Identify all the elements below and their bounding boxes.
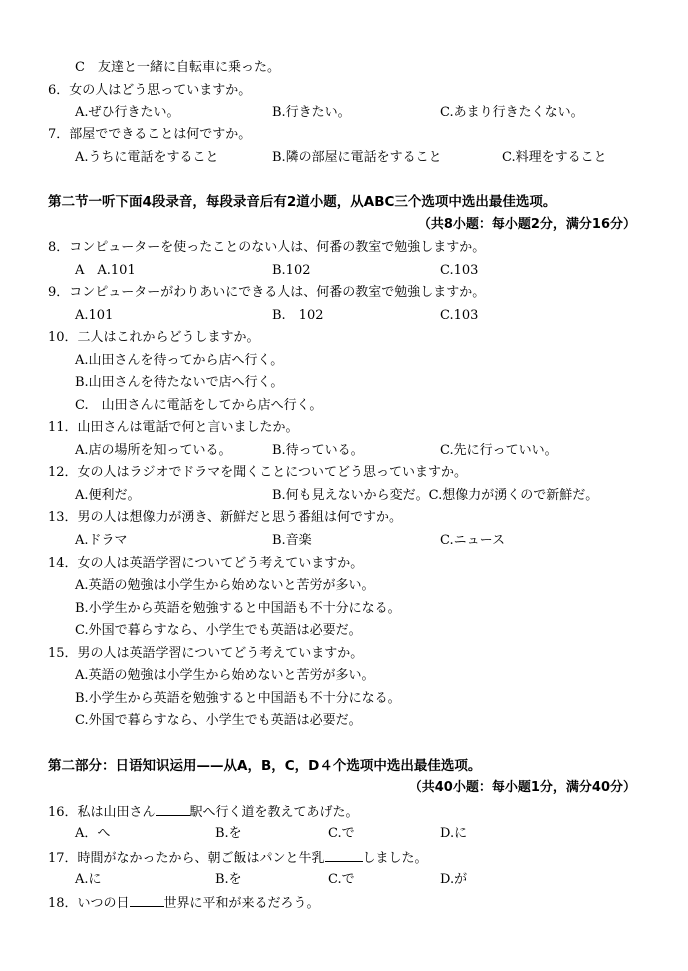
- question-6: 6．女の人はどう思っていますか。: [48, 83, 252, 98]
- part-2-heading: 第二部分：日语知识运用——从A，B，C，D４个选项中选出最佳选项。: [48, 758, 482, 774]
- question-7: 7．部屋でできることは何ですか。: [48, 127, 252, 142]
- q9-option-a: A.101: [75, 308, 114, 323]
- section-2-note: （共8小题：每小题2分，满分16分）: [417, 217, 636, 232]
- q16-option-d: D.に: [440, 826, 468, 841]
- q9-option-c: C.103: [440, 308, 479, 323]
- q7-option-b: B.隣の部屋に電話をすること: [272, 150, 442, 165]
- q18-text-after: 世界に平和が来るだろう。: [163, 896, 320, 911]
- q13-option-b: B.音楽: [272, 533, 312, 548]
- q15-option-b: B.小学生から英語を勉強すると中国語も不十分になる。: [75, 691, 401, 706]
- q8-option-b: B.102: [272, 263, 311, 278]
- question-12: 12．女の人はラジオでドラマを聞くことについてどう思っていますか。: [48, 465, 468, 480]
- q18-blank: [130, 894, 164, 907]
- q7-option-c: C.料理をすること: [502, 150, 607, 165]
- q11-option-b: B.待っている。: [272, 443, 364, 458]
- question-10: 10．二人はこれからどうしますか。: [48, 330, 260, 345]
- section-2-heading: 第二节一听下面4段录音，每段录音后有2道小题，从ABC三个选项中选出最佳选项。: [48, 194, 557, 210]
- q10-option-a: A.山田さんを待ってから店へ行く。: [75, 353, 284, 368]
- q6-option-b: B.行きたい。: [272, 105, 351, 120]
- question-15: 15．男の人は英語学習についてどう考えていますか。: [48, 646, 364, 661]
- q8-option-c: C.103: [440, 263, 479, 278]
- q14-option-b: B.小学生から英語を勉強すると中国語も不十分になる。: [75, 601, 401, 616]
- question-17: [48, 849, 428, 867]
- q17-option-b: B.を: [215, 872, 242, 887]
- q12-option-a: A.便利だ。: [75, 488, 141, 503]
- q16-option-a: A．へ: [75, 826, 111, 841]
- q15-option-a: A.英語の勉強は小学生から始めないと苦労が多い。: [75, 668, 375, 683]
- q16-text-after: 駅へ行く道を教えてあげた。: [189, 805, 359, 820]
- q18-text-before: 18．いつの日: [48, 896, 130, 911]
- part-2-note: （共40小题：每小题1分，满分40分）: [408, 780, 636, 795]
- q10-option-b: B.山田さんを待たないで店へ行く。: [75, 375, 284, 390]
- q13-option-a: A.ドラマ: [75, 533, 128, 548]
- q17-option-a: A.に: [75, 872, 102, 887]
- q6-option-a: A.ぜひ行きたい。: [75, 105, 180, 120]
- q16-option-c: C.で: [328, 826, 355, 841]
- question-18: [48, 894, 320, 912]
- q12-option-bc: B.何も見えないから変だ。C.想像力が湧くので新鮮だ。: [272, 488, 599, 503]
- question-11: 11．山田さんは電話で何と言いましたか。: [48, 420, 299, 435]
- q17-blank: [325, 849, 363, 862]
- q14-option-a: A.英語の勉強は小学生から始めないと苦労が多い。: [75, 578, 375, 593]
- q10-option-c: C. 山田さんに電話をしてから店へ行く。: [75, 398, 323, 413]
- q16-text-before: 16．私は山田さん: [48, 805, 156, 820]
- q16-blank: [156, 803, 190, 816]
- question-8: 8．コンピューターを使ったことのない人は、何番の教室で勉強しますか。: [48, 240, 486, 255]
- q17-text-before: 17．時間がなかったから、朝ご飯はパンと牛乳: [48, 851, 325, 866]
- question-16: [48, 803, 359, 821]
- q11-option-c: C.先に行っていい。: [440, 443, 558, 458]
- question-13: 13．男の人は想像力が湧き、新鮮だと思う番組は何ですか。: [48, 510, 403, 525]
- q17-text-after: しました。: [362, 851, 428, 866]
- q17-option-d: D.が: [440, 872, 468, 887]
- q16-option-b: B.を: [215, 826, 242, 841]
- q7-option-a: A.うちに電話をすること: [75, 150, 219, 165]
- q13-option-c: C.ニュース: [440, 533, 505, 548]
- q9-option-b: B. 102: [272, 308, 324, 323]
- question-14: 14．女の人は英語学習についてどう考えていますか。: [48, 556, 364, 571]
- question-9: 9．コンピューターがわりあいにできる人は、何番の教室で勉強しますか。: [48, 285, 486, 300]
- q6-option-c: C.あまり行きたくない。: [440, 105, 584, 120]
- q11-option-a: A.店の場所を知っている。: [75, 443, 232, 458]
- q17-option-c: C.で: [328, 872, 355, 887]
- q15-option-c: C.外国で暮らすなら、小学生でも英語は必要だ。: [75, 713, 362, 728]
- q14-option-c: C.外国で暮らすなら、小学生でも英語は必要だ。: [75, 623, 362, 638]
- option-line-c: C 友達と一緒に自転車に乗った。: [75, 60, 280, 75]
- q8-option-a: A A.101: [75, 263, 136, 278]
